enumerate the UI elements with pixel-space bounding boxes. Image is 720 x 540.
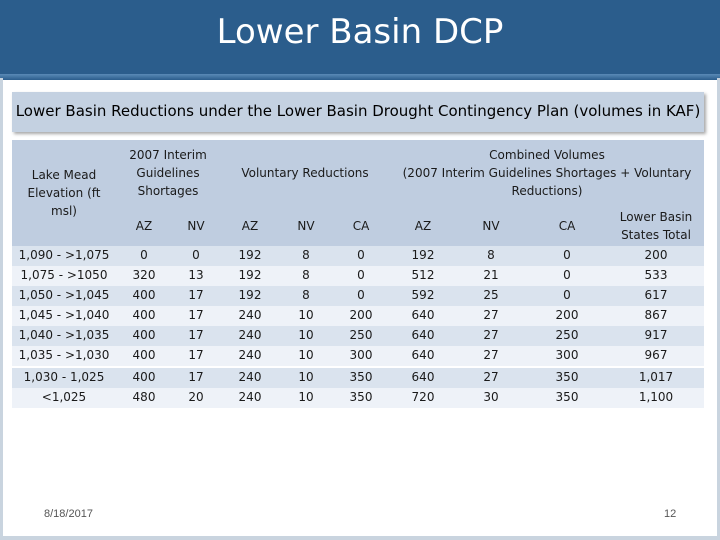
left-border: [0, 78, 3, 540]
table-cell: 350: [349, 390, 373, 404]
group-header-line: Guidelines: [136, 166, 200, 180]
table-cell: 300: [349, 348, 373, 362]
subheader-ca: CA: [558, 219, 576, 233]
table-cell: 13: [188, 268, 204, 282]
subheader-az: AZ: [414, 219, 432, 233]
table-row: [12, 306, 704, 326]
table-cell: 10: [298, 308, 314, 322]
table-cell: 320: [132, 268, 156, 282]
table-cell: 240: [238, 390, 262, 404]
table-cell: 192: [238, 248, 262, 262]
table-cell: 8: [302, 288, 310, 302]
table-cell: 300: [555, 348, 579, 362]
table-cell: 27: [483, 328, 499, 342]
table-cell: 17: [188, 308, 204, 322]
table-row: [12, 266, 704, 286]
subheader-nv: NV: [187, 219, 205, 233]
total-header: [608, 208, 704, 244]
group-header-line: Combined Volumes: [489, 148, 605, 162]
total-header-line: States Total: [621, 228, 691, 242]
bottom-border: [0, 536, 720, 540]
slide-title: Lower Basin DCP: [216, 12, 504, 52]
table-row: [12, 286, 704, 306]
table-cell: 200: [555, 308, 579, 322]
table-cell: 27: [483, 348, 499, 362]
table-cell: 0: [357, 268, 365, 282]
table-cell: 640: [411, 348, 435, 362]
elevation-header-line: Lake Mead: [31, 168, 97, 182]
table-cell: 400: [132, 288, 156, 302]
table-cell: 250: [555, 328, 579, 342]
table-cell: 1,100: [638, 390, 674, 404]
table-cell: 200: [644, 248, 668, 262]
table-cell: 0: [563, 268, 571, 282]
table-cell: 350: [349, 370, 373, 384]
group-header-line: 2007 Interim: [129, 148, 207, 162]
table-cell: 17: [188, 328, 204, 342]
subheader-az: AZ: [135, 219, 153, 233]
table-cell: 10: [298, 328, 314, 342]
footer-date: 8/18/2017: [44, 508, 93, 520]
table-cell: 240: [238, 308, 262, 322]
table-cell: 867: [644, 308, 668, 322]
table-cell: 240: [238, 328, 262, 342]
shortages-group-header: [116, 146, 220, 200]
table-cell: 0: [563, 248, 571, 262]
table-cell: 400: [132, 348, 156, 362]
group-header-line: (2007 Interim Guidelines Shortages + Voluntary: [402, 166, 692, 180]
table-row: [12, 326, 704, 346]
table-cell: 0: [192, 248, 200, 262]
table-cell: 10: [298, 348, 314, 362]
table-cell: 192: [411, 248, 435, 262]
table-row: [12, 388, 704, 408]
table-cell: 10: [298, 370, 314, 384]
elevation-range: 1,090 - >1,075: [18, 248, 110, 262]
title-bar: [0, 0, 720, 78]
table-cell: 617: [644, 288, 668, 302]
table-cell: 30: [483, 390, 499, 404]
subtitle-box: [12, 92, 704, 132]
table-cell: 192: [238, 288, 262, 302]
table-cell: 967: [644, 348, 668, 362]
combined-group-header: [390, 146, 704, 200]
table-cell: 17: [188, 288, 204, 302]
table-cell: 250: [349, 328, 373, 342]
subheader-nv: NV: [297, 219, 315, 233]
table-cell: 8: [302, 248, 310, 262]
table-cell: 1,017: [638, 370, 674, 384]
elevation-range: 1,075 - >1050: [20, 268, 108, 282]
voluntary-group-header: [220, 164, 390, 182]
table-cell: 0: [140, 248, 148, 262]
table-cell: 400: [132, 370, 156, 384]
table-cell: 17: [188, 348, 204, 362]
table-cell: 240: [238, 348, 262, 362]
elevation-range: 1,045 - >1,040: [18, 308, 110, 322]
table-cell: 10: [298, 390, 314, 404]
table-cell: 25: [483, 288, 499, 302]
group-header-line: Voluntary Reductions: [241, 166, 369, 180]
subheader-nv: NV: [482, 219, 500, 233]
table-cell: 720: [411, 390, 435, 404]
total-header-line: Lower Basin: [619, 210, 693, 224]
table-cell: 8: [302, 268, 310, 282]
table-cell: 512: [411, 268, 435, 282]
table-cell: 200: [349, 308, 373, 322]
table-row: [12, 346, 704, 366]
slide-subtitle: Lower Basin Reductions under the Lower Basin Drought Contingency Plan (volumes in KAF): [15, 102, 701, 120]
elevation-header: [12, 166, 116, 220]
subheader-az: AZ: [241, 219, 259, 233]
page-number: 12: [664, 508, 677, 520]
group-header-line: Reductions): [511, 184, 583, 198]
table-cell: 27: [483, 308, 499, 322]
table-cell: 17: [188, 370, 204, 384]
table-cell: 21: [483, 268, 499, 282]
table-cell: 350: [555, 370, 579, 384]
elevation-range: <1,025: [41, 390, 87, 404]
table-cell: 400: [132, 328, 156, 342]
table-cell: 27: [483, 370, 499, 384]
table-cell: 917: [644, 328, 668, 342]
table-cell: 20: [188, 390, 204, 404]
table-cell: 0: [357, 288, 365, 302]
table-cell: 480: [132, 390, 156, 404]
table-cell: 640: [411, 328, 435, 342]
elevation-header-line: msl): [51, 204, 77, 218]
elevation-range: 1,050 - >1,045: [18, 288, 110, 302]
table-row: [12, 246, 704, 266]
group-header-line: Shortages: [137, 184, 199, 198]
table-cell: 8: [487, 248, 495, 262]
table-cell: 640: [411, 308, 435, 322]
table-cell: 0: [563, 288, 571, 302]
elevation-range: 1,040 - >1,035: [18, 328, 110, 342]
table-cell: 533: [644, 268, 668, 282]
elevation-header-line: Elevation (ft: [27, 186, 101, 200]
table-cell: 0: [357, 248, 365, 262]
table-cell: 240: [238, 370, 262, 384]
table-cell: 400: [132, 308, 156, 322]
subheader-ca: CA: [352, 219, 370, 233]
table-cell: 350: [555, 390, 579, 404]
title-bar-shade: [0, 74, 720, 80]
elevation-range: 1,030 - 1,025: [23, 370, 105, 384]
table-cell: 640: [411, 370, 435, 384]
table-cell: 592: [411, 288, 435, 302]
elevation-range: 1,035 - >1,030: [18, 348, 110, 362]
table-row: [12, 368, 704, 388]
table-cell: 192: [238, 268, 262, 282]
